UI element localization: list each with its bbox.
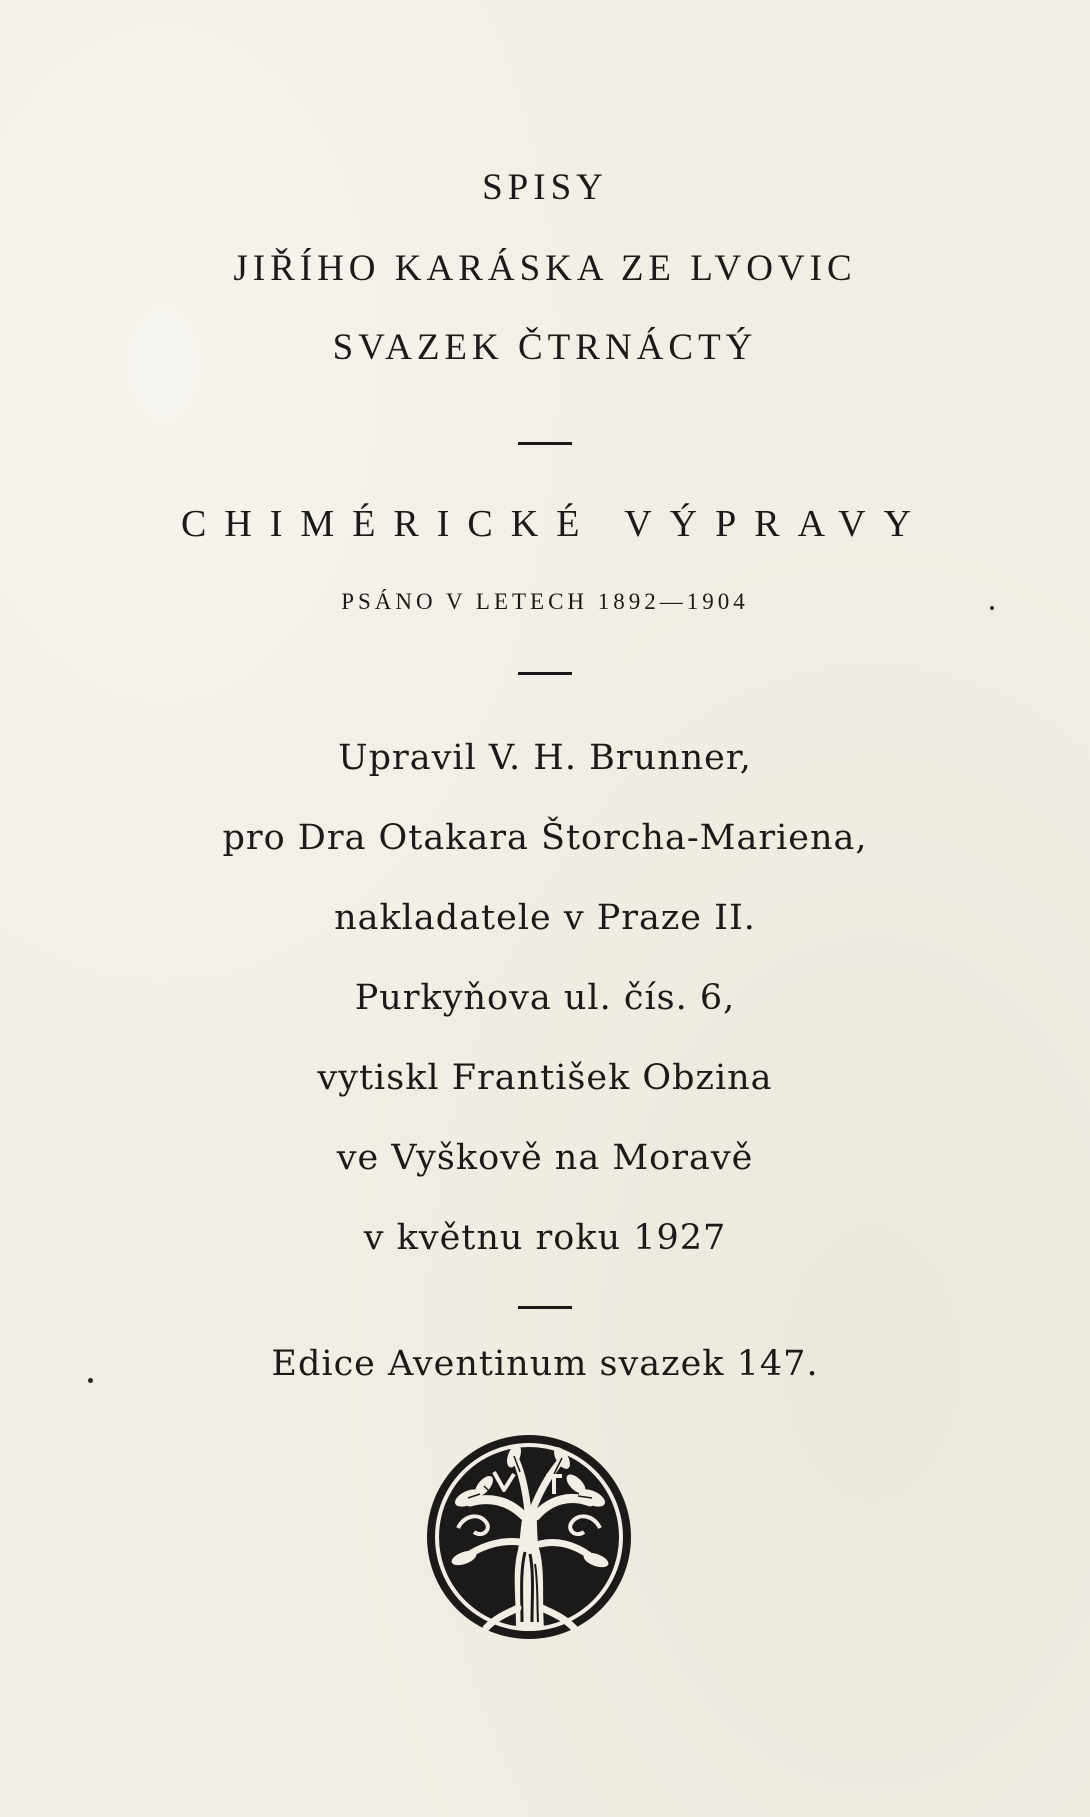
imprint-line-6: ve Vyškově na Moravě <box>336 1138 754 1178</box>
imprint-line-7: v květnu roku 1927 <box>363 1218 727 1258</box>
divider-2 <box>518 672 572 675</box>
ink-speck <box>88 1378 93 1383</box>
volume-heading: SVAZEK ČTRNÁCTÝ <box>332 327 758 368</box>
edition-line: Edice Aventinum svazek 147. <box>271 1344 819 1384</box>
book-title: CHIMÉRICKÉ VÝPRAVY <box>180 503 930 545</box>
divider-3 <box>518 1306 572 1309</box>
imprint-line-5: vytiskl František Obzina <box>317 1058 773 1098</box>
imprint-line-3: nakladatele v Praze II. <box>334 898 756 938</box>
divider-1 <box>518 442 572 445</box>
tree-emblem-icon <box>424 1432 634 1642</box>
imprint-line-1: Upravil V. H. Brunner, <box>338 738 752 778</box>
imprint-line-2: pro Dra Otakara Štorcha-Mariena, <box>222 818 868 858</box>
imprint-line-4: Purkyňova ul. čís. 6, <box>354 978 736 1018</box>
written-years: PSÁNO V LETECH 1892—1904 <box>341 589 749 614</box>
ink-speck <box>990 606 994 610</box>
author-heading: JIŘÍHO KARÁSKA ZE LVOVIC <box>233 248 857 289</box>
series-heading: SPISY <box>482 167 608 208</box>
